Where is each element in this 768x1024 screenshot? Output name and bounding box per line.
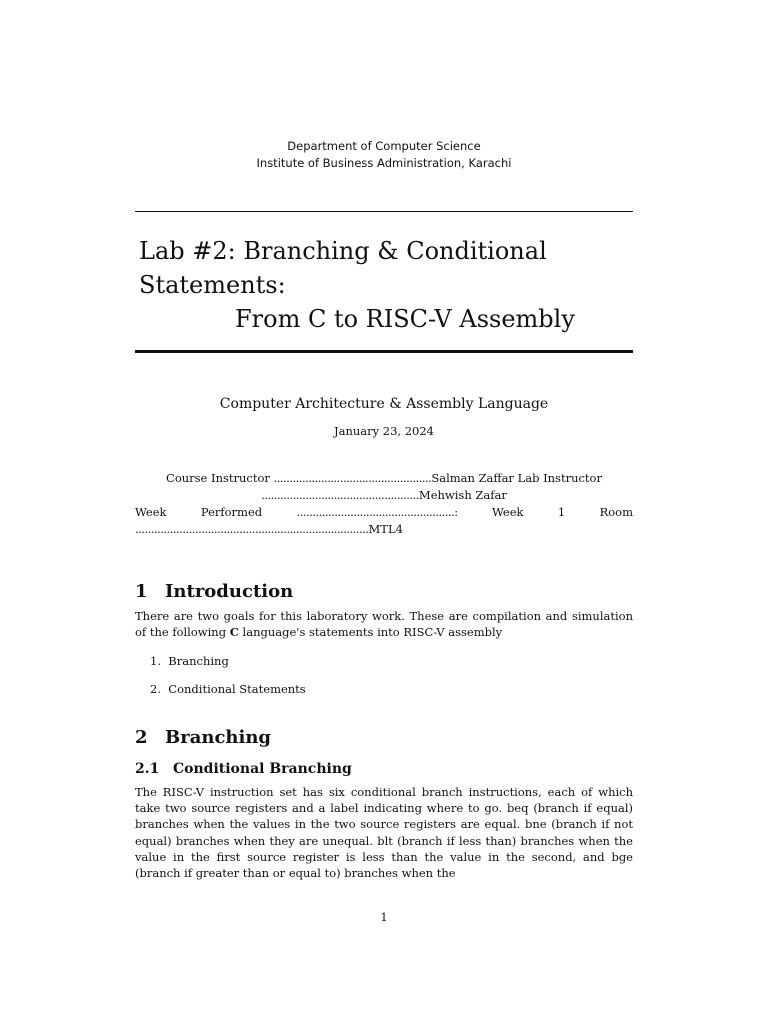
room-value: MTL4 [368,522,403,536]
institute-line: Institute of Business Administration, Karachi [256,156,512,170]
meta-row-2 [135,487,633,504]
list-item-number: 2. [150,682,161,696]
intro-paragraph [135,608,633,640]
branching-paragraph: The RISC-V instruction set has six conditional branch instructions, each of which take two source registers and a label indicating where to go. beq (branch if equal) branches when the values in the two source registers are equal. bne (branch if not equal) branches when they are unequal. blt (branch if less than) branches when the value in the first source register is less than the value in the second, and bge (branch if greater than or equal to) branches when the [135,785,633,881]
meta-block [135,470,633,538]
meta-row-3 [135,504,633,521]
lab-instructor-label: Lab Instructor [517,471,602,485]
week-value: 1 [557,505,566,519]
list-item-label: Conditional Statements [168,682,306,696]
top-rule [135,211,633,212]
dots-leader: .......................................................................... [135,522,369,536]
intro-text-bold: C [229,625,239,640]
bottom-rule [135,350,633,353]
subsection-heading-conditional-branching [135,759,352,779]
week-performed-label-1: Week [135,505,167,519]
dots-leader: .................................................. [273,471,432,485]
meta-row-4 [135,521,633,538]
department-line: Department of Computer Science [287,139,481,153]
intro-text-part: There are two goals for this laboratory work. These are compilation and simulation of the following [135,609,633,640]
subsection-number: 2.1 [135,761,160,777]
section-heading-introduction [135,580,293,604]
document-date: January 23, 2024 [334,424,434,438]
week-performed-label-2: Performed [200,505,263,519]
title-line-3: From C to RISC-V Assembly [235,305,575,333]
section-title: Branching [165,727,272,748]
meta-row-1 [135,470,633,487]
room-label: Room [599,505,633,519]
lab-instructor-name: Mehwish Zafar [418,488,507,502]
intro-text-part: language's statements into RISC-V assembly [238,625,503,640]
section-title: Introduction [165,581,294,602]
section-heading-branching [135,726,271,750]
course-instructor-label: Course Instructor [166,471,270,485]
page-number: 1 [380,910,388,924]
title-line-2: Statements: [139,271,286,299]
list-item-number: 1. [150,654,161,668]
subsection-title: Conditional Branching [173,761,352,777]
course-instructor-name: Salman Zaffar [431,471,514,485]
week-label: Week [492,505,524,519]
list-item-label: Branching [168,654,229,668]
list-item [150,653,229,669]
course-subtitle: Computer Architecture & Assembly Language [219,396,549,412]
section-number: 2 [135,727,148,748]
title-line-1: Lab #2: Branching & Conditional [139,237,547,265]
document-title [139,234,633,336]
dots-leader: ..................................................: [296,505,458,519]
dots-leader: .................................................. [261,488,419,502]
section-number: 1 [135,581,148,602]
list-item [150,681,306,697]
